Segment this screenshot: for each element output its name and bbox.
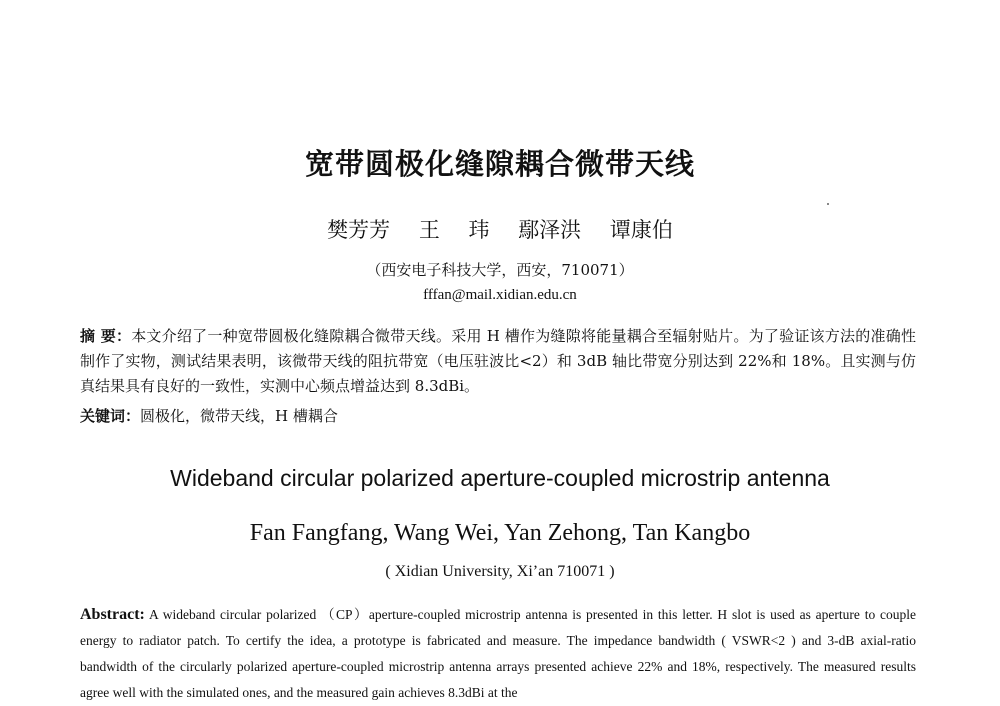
chinese-title: 宽带圆极化缝隙耦合微带天线 — [304, 147, 695, 181]
chinese-authors: 樊芳芳 王 玮 鄢泽洪 谭康伯 — [327, 218, 673, 242]
chinese-abstract — [80, 324, 916, 399]
chinese-abstract-label: 摘 要： — [80, 327, 132, 345]
english-abstract — [80, 602, 916, 706]
chinese-keywords — [80, 404, 916, 429]
english-authors: Fan Fangfang, Wang Wei, Yan Zehong, Tan Kangbo — [249, 520, 751, 546]
chinese-abstract-text: 本文介绍了一种宽带圆极化缝隙耦合微带天线。采用 H 槽作为缝隙将能量耦合至辐射贴片。为了验证该方法的准确性制作了实物，测试结果表明，该微带天线的阻抗带宽（电压驻波比<2）和 3dB 轴比带宽分别达到 22%和 18%。且实测与仿真结果具有良好的一致性，实测中心频点增益达到 8.3dBi。 — [80, 327, 916, 395]
scan-speck — [827, 203, 829, 205]
english-abstract-text: A wideband circular polarized （CP）aperture-coupled microstrip antenna is presented in this letter. H slot is used as aperture to couple energy to radiator patch. To certify the idea, a prototype is fabricated and measure. The impedance bandwidth ( VSWR<2 ) and 3-dB axial-ratio bandwidth of the circularly polarized aperture-coupled microstrip antenna arrays presented achieve 22% and 18%, respectively. The measured results agree well with the simulated ones, and the measured gain achieves 8.3dBi at the — [80, 607, 916, 700]
chinese-keywords-text: 圆极化，微带天线，H 槽耦合 — [140, 407, 338, 425]
english-affiliation: ( Xidian University, Xi’an 710071 ) — [385, 563, 615, 580]
chinese-keywords-label: 关键词： — [80, 407, 141, 425]
english-title: Wideband circular polarized aperture-coupled microstrip antenna — [170, 465, 830, 491]
english-abstract-label: Abstract: — [80, 606, 145, 623]
chinese-affiliation: （西安电子科技大学，西安，710071） — [366, 261, 634, 279]
author-email: fffan@mail.xidian.edu.cn — [423, 287, 577, 303]
